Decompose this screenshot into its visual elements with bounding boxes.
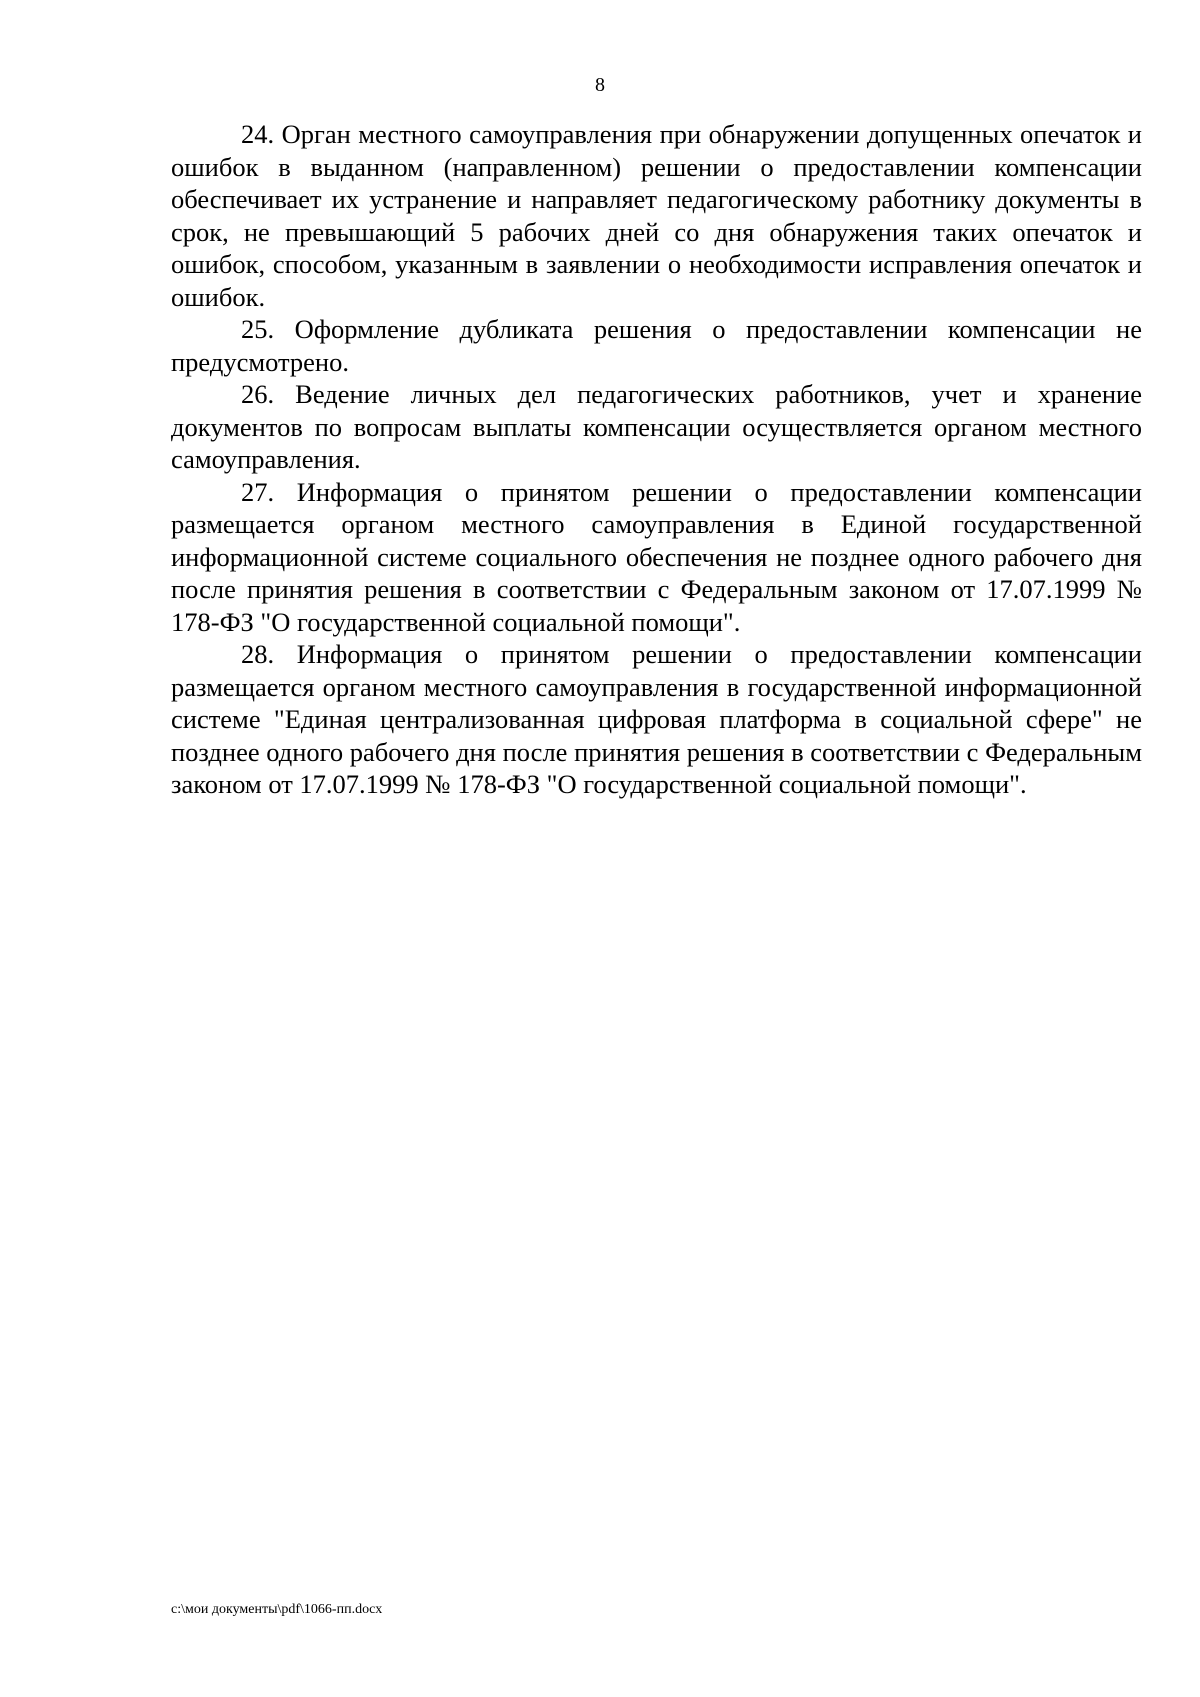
document-body [171, 118, 1142, 801]
page-number: 8 [595, 74, 605, 96]
footer-file-path: c:\мои документы\pdf\1066-пп.docx [171, 1602, 383, 1617]
paragraph-26: 26. Ведение личных дел педагогических работников, учет и хранение документов по вопросам выплаты компенсации осуществляется органом местного самоуправления. [171, 379, 1142, 474]
paragraph-27: 27. Информация о принятом решении о предоставлении компенсации размещается органом местного самоуправления в Единой государственной информационной системе социального обеспечения не позднее одного рабочего дня после принятия решения в соответствии с Федеральным законом от 17.07.1999 № 178-ФЗ "О государственной социальной помощи". [171, 476, 1142, 637]
paragraph-28: 28. Информация о принятом решении о предоставлении компенсации размещается органом местного самоуправления в государственной информационной системе "Единая централизованная цифровая платформа в социальной сфере" не позднее одного рабочего дня после принятия решения в соответствии с Федеральным законом от 17.07.1999 № 178-ФЗ "О государственной социальной помощи". [171, 639, 1142, 799]
paragraph-25: 25. Оформление дубликата решения о предоставлении компенсации не предусмотрено. [171, 314, 1142, 377]
paragraph-24: 24. Орган местного самоуправления при обнаружении допущенных опечаток и ошибок в выданном (направленном) решении о предоставлении компенсации обеспечивает их устранение и направляет педагогическому работнику документы в срок, не превышающий 5 рабочих дней со дня обнаружения таких опечаток и ошибок, способом, указанным в заявлении о необходимости исправления опечаток и ошибок. [171, 119, 1142, 312]
